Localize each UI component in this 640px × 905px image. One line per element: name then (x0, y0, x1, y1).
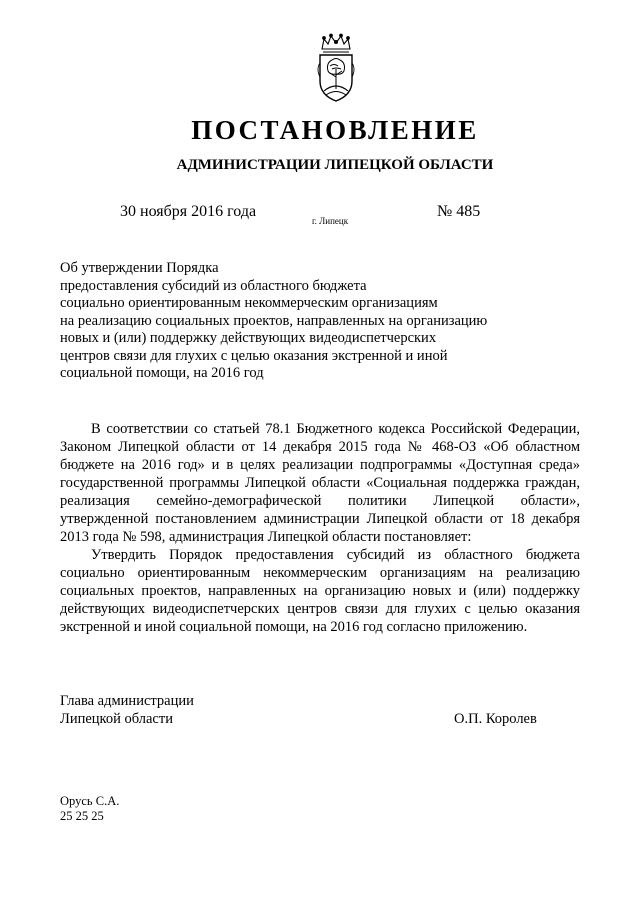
subject-line: социальной помощи, на 2016 год (60, 365, 264, 381)
document-title: ПОСТАНОВЛЕНИЕ (191, 115, 479, 145)
subject-line: новых и (или) поддержку действующих видеодиспетчерских (60, 330, 437, 346)
signatory-name: О.П. Королев (454, 711, 537, 727)
document-number: № 485 (437, 203, 481, 220)
document-date: 30 ноября 2016 года (120, 203, 257, 220)
subject-line: Об утверждении Порядка (60, 260, 219, 276)
executor-name: Орусь С.А. (60, 794, 120, 808)
subject-line: социально ориентированным некоммерческим организациям (60, 295, 438, 311)
subject-line: на реализацию социальных проектов, направленных на организацию (60, 312, 488, 329)
document-subtitle: АДМИНИСТРАЦИИ ЛИПЕЦКОЙ ОБЛАСТИ (176, 157, 494, 173)
executor-phone: 25 25 25 (60, 809, 104, 823)
executor-info (60, 794, 119, 824)
signatory-position-line: Глава администрации (60, 693, 194, 709)
document-subject (60, 260, 530, 383)
coat-of-arms-icon (312, 33, 360, 103)
subject-line: центров связи для глухих с целью оказания экстренной и иной (60, 347, 448, 364)
signatory-position (60, 692, 194, 728)
body-paragraph: В соответствии со статьей 78.1 Бюджетного кодекса Российской Федерации, Законом Липецкой области от 14 декабря 2015 года № 468-ОЗ «Об областном бюджете на 2016 год» и в целях реализации подпрограммы «Доступная среда» государственной программы Липецкой области «Социальная поддержка граждан, реализация семейно-демографической политики Липецкой области», утвержденной постановлением администрации Липецкой области от 18 декабря 2013 года № 598, администрация Липецкой области постановляет: (60, 421, 580, 545)
document-body (60, 420, 580, 636)
subject-line: предоставления субсидий из областного бюджета (60, 277, 367, 294)
body-paragraph: Утвердить Порядок предоставления субсидий из областного бюджета социально ориентированным некоммерческим организациям на реализацию социальных проектов, направленных на организацию новых и (или) поддержку действующих видеодиспетчерских центров связи для глухих с целью оказания экстренной и иной социальной помощи, на 2016 год согласно приложению. (60, 547, 580, 635)
document-city: г. Липецк (312, 216, 349, 226)
signatory-position-line: Липецкой области (60, 711, 173, 727)
